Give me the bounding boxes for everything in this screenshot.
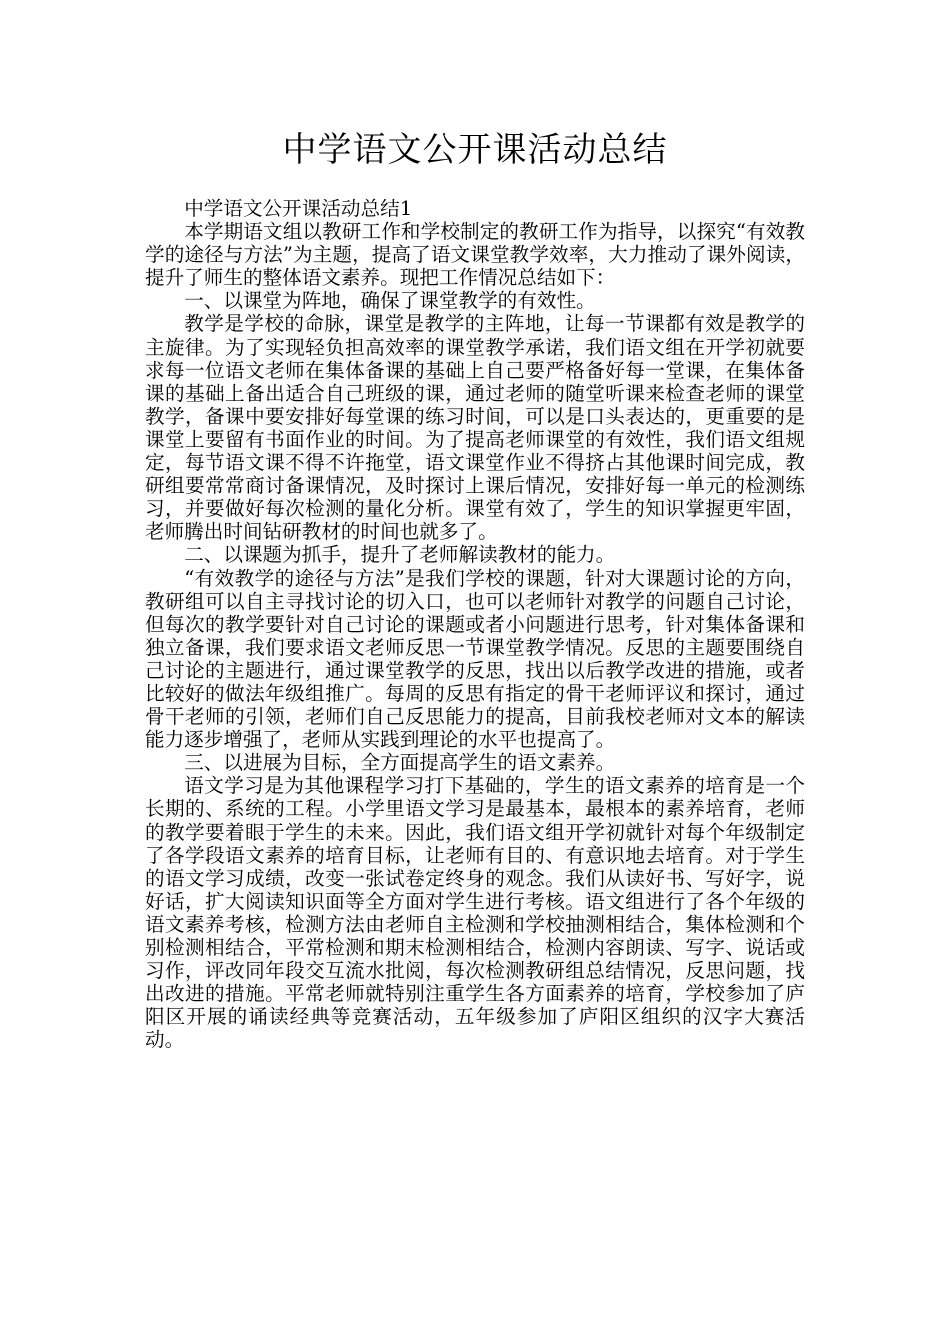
section-1-paragraph: 教学是学校的命脉，课堂是教学的主阵地，让每一节课都有效是教学的主旋律。为了实现轻负担高效率的课堂教学承诺，我们语文组在开学初就要求每一位语文老师在集体备课的基础上自己要严格备好每一堂课，在集体备课的基础上备出适合自己班级的课，通过老师的随堂听课来检查老师的课堂教学，备课中要安排好每堂课的练习时间，可以是口头表达的，更重要的是课堂上要留有书面作业的时间。为了提高老师课堂的有效性，我们语文组规定，每节语文课不得不许拖堂，语文课堂作业不得挤占其他课时间完成，教研组要常常商讨备课情况，及时探讨上课后情况，安排好每一单元的检测练习，并要做好每次检测的量化分析。课堂有效了，学生的知识掌握更牢固，老师腾出时间钻研教材的时间也就多了。 <box>145 312 805 544</box>
document-title: 中学语文公开课活动总结 <box>282 130 668 170</box>
intro-paragraph: 本学期语文组以教研工作和学校制定的教研工作为指导，以探究“有效教学的途径与方法”为主题，提高了语文课堂教学效率，大力推动了课外阅读，提升了师生的整体语文素养。现把工作情况总结如下： <box>145 220 805 290</box>
document-body <box>145 197 805 1051</box>
section-2-paragraph: “有效教学的途径与方法”是我们学校的课题，针对大课题讨论的方向，教研组可以自主寻找讨论的切入口，也可以老师针对教学的问题自己讨论，但每次的教学要针对自己讨论的课题或者小问题进行思考，针对集体备课和独立备课，我们要求语文老师反思一节课堂教学情况。反思的主题要围绕自己讨论的主题进行，通过课堂教学的反思，找出以后教学改进的措施，或者比较好的做法年级组推广。每周的反思有指定的骨干老师评议和探讨，通过骨干老师的引领，老师们自己反思能力的提高，目前我校老师对文本的解读能力逐步增强了，老师从实践到理论的水平也提高了。 <box>145 566 805 752</box>
subtitle-paragraph: 中学语文公开课活动总结1 <box>184 197 413 220</box>
section-3-paragraph: 语文学习是为其他课程学习打下基础的，学生的语文素养的培育是一个长期的、系统的工程。小学里语文学习是最基本，最根本的素养培育，老师的教学要着眼于学生的未来。因此，我们语文组开学初就针对每个年级制定了各学段语文素养的培育目标，让老师有目的、有意识地去培育。对于学生的语文学习成绩，改变一张试卷定终身的观念。我们从读好书、写好字，说好话，扩大阅读知识面等全方面对学生进行考核。语文组进行了各个年级的语文素养考核，检测方法由老师自主检测和学校抽测相结合，集体检测和个别检测相结合，平常检测和期末检测相结合，检测内容朗读、写字、说话或习作，评改同年段交互流水批阅，每次检测教研组总结情况，反思问题，找出改进的措施。平常老师就特别注重学生各方面素养的培育，学校参加了庐阳区开展的诵读经典等竞赛活动，五年级参加了庐阳区组织的汉字大赛活动。 <box>145 774 805 1052</box>
section-heading-2: 二、以课题为抓手，提升了老师解读教材的能力。 <box>184 543 616 567</box>
section-heading-1: 一、以课堂为阵地，确保了课堂教学的有效性。 <box>184 289 596 313</box>
section-heading-3: 三、以进展为目标，全方面提高学生的语文素养。 <box>184 751 616 775</box>
